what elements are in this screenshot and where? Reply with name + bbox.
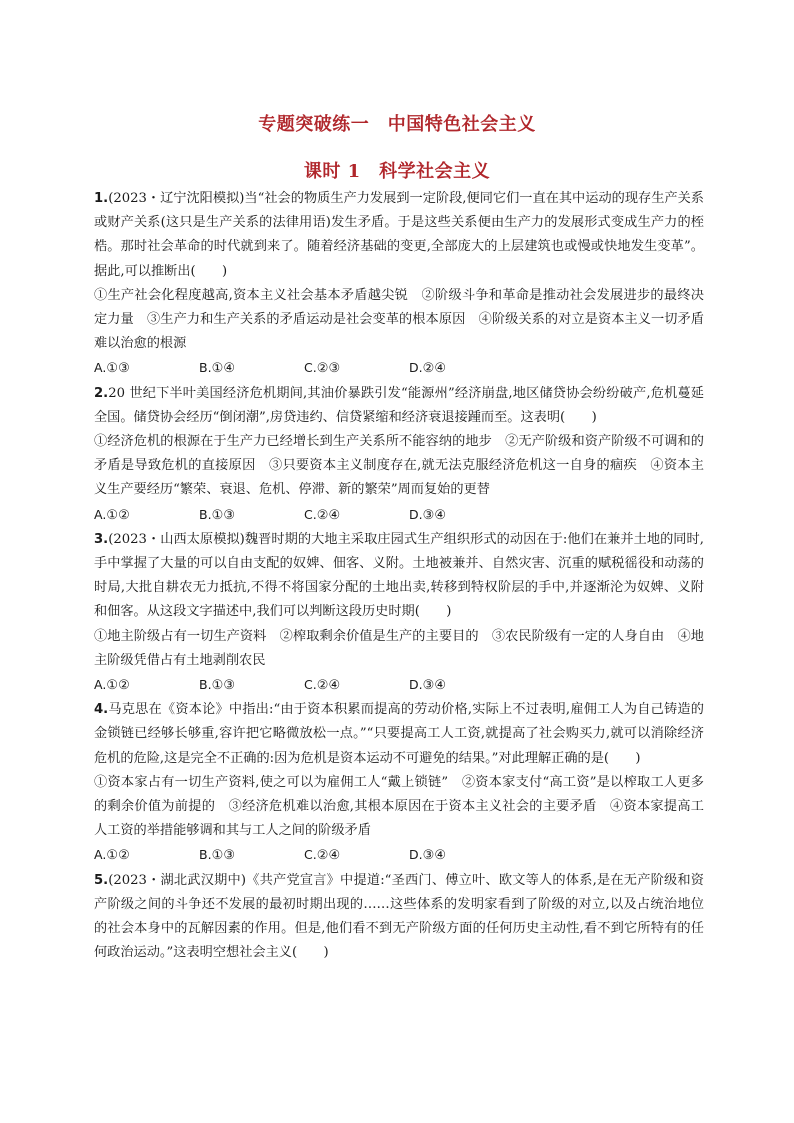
- option-a[interactable]: [94, 843, 199, 868]
- question-stem: [94, 869, 704, 966]
- question-statements: ①资本家占有一切生产资料,使之可以为雇佣工人“戴上锁链” ②资本家支付“高工资”是以榨取工人更多的剩余价值为前提的 ③经济危机难以治愈,其根本原因在于资本主义社会的主要矛盾 ④资本家提高工人工资的举措能够调和其与工人之间的阶级矛盾: [94, 774, 704, 839]
- option-d[interactable]: [409, 673, 514, 698]
- option-b[interactable]: [199, 503, 304, 528]
- option-label: A.: [94, 360, 107, 376]
- question-number: 5.: [94, 872, 109, 888]
- option-label: D.: [409, 847, 423, 863]
- question-5: [94, 869, 704, 966]
- option-text: ①③: [211, 848, 236, 864]
- option-label: D.: [409, 360, 423, 376]
- question-text: 20 世纪下半叶美国经济危机期间,其油价暴跌引发“能源州”经济崩盘,地区储贷协会纷纷破产,危机蔓延全国。储贷协会经历“倒闭潮”,房贷违约、信贷紧缩和经济衰退接踵而至。这表明( ): [94, 385, 704, 425]
- option-text: ①②: [106, 848, 130, 864]
- option-label: C.: [304, 677, 317, 693]
- option-label: B.: [199, 677, 212, 693]
- option-label: C.: [304, 847, 317, 863]
- question-text: (2023・山西太原模拟)魏晋时期的大地主采取庄园式生产组织形式的动因在于:他们在兼并土地的同时,手中掌握了大量的可以自由支配的奴婢、佃客、义附。土地被兼并、自然灾害、沉重的赋税徭役和动荡的时局,大批自耕农无力抵抗,不得不将国家分配的土地出卖,转移到特权阶层的手中,并逐渐沦为奴婢、义附和佃客。从这段文字描述中,我们可以判断这段历史时期( ): [94, 531, 704, 620]
- question-number: 2.: [94, 385, 109, 401]
- question-4: [94, 698, 704, 868]
- option-c[interactable]: [304, 673, 409, 698]
- question-statements: ①经济危机的根源在于生产力已经增长到生产关系所不能容纳的地步 ②无产阶级和资产阶级不可调和的矛盾是导致危机的直接原因 ③只要资本主义制度存在,就无法克服经济危机这一自身的痼疾 ④资本主义生产要经历“繁荣、衰退、危机、停滞、新的繁荣”周而复始的更替: [94, 434, 704, 498]
- answer-options: [94, 843, 704, 868]
- option-d[interactable]: [409, 503, 514, 528]
- option-d[interactable]: [409, 356, 514, 381]
- option-text: ①②: [106, 507, 130, 523]
- answer-options: [94, 673, 704, 698]
- option-a[interactable]: [94, 503, 199, 528]
- option-text: ①②: [106, 678, 130, 694]
- answer-options: [94, 356, 704, 381]
- option-c[interactable]: [304, 843, 409, 868]
- option-label: B.: [199, 506, 212, 522]
- option-text: ②④: [316, 678, 341, 694]
- option-label: A.: [94, 677, 107, 693]
- question-2: [94, 382, 704, 528]
- page-title: 专题突破练一 中国特色社会主义: [258, 114, 536, 135]
- question-number: 4.: [94, 702, 109, 718]
- option-text: ②③: [316, 361, 341, 377]
- option-label: D.: [409, 677, 423, 693]
- option-b[interactable]: [199, 843, 304, 868]
- option-text: ①③: [106, 361, 130, 377]
- question-stem: [94, 187, 704, 284]
- question-text: (2023・湖北武汉期中)《共产党宣言》中提道:“圣西门、傅立叶、欧文等人的体系,是在无产阶级和资产阶级之间的斗争还不发展的最初时期出现的……这些体系的发明家看到了阶级的对立,以及占统治地位的社会本身中的瓦解因素的作用。但是,他们看不到无产阶级方面的任何历史主动性,看不到它所特有的任何政治运动。”这表明空想社会主义( ): [94, 872, 704, 961]
- option-text: ③④: [422, 507, 447, 523]
- option-label: A.: [94, 506, 107, 522]
- answer-options: [94, 503, 704, 528]
- question-statements: ①地主阶级占有一切生产资料 ②榨取剩余价值是生产的主要目的 ③农民阶级有一定的人身自由 ④地主阶级凭借占有土地剥削农民: [94, 628, 704, 668]
- option-text: ②④: [422, 361, 447, 377]
- question-1: [94, 187, 704, 382]
- option-label: C.: [304, 506, 317, 522]
- question-text: 马克思在《资本论》中指出:“由于资本积累而提高的劳动价格,实际上不过表明,雇佣工人为自己铸造的金锁链已经够长够重,容许把它略微放松一点。”“只要提高工人工资,就提高了社会购买力,就可以消除经济危机的危险,这是完全不正确的:因为危机是资本运动不可避免的结果。”对此理解正确的是( ): [94, 702, 704, 766]
- question-list: [94, 187, 704, 966]
- question-stem: [94, 528, 704, 625]
- question-number: 1.: [94, 191, 109, 206]
- option-text: ①④: [211, 361, 236, 377]
- option-label: B.: [199, 847, 212, 863]
- option-label: B.: [199, 360, 212, 376]
- option-a[interactable]: [94, 673, 199, 698]
- option-text: ①③: [211, 678, 236, 694]
- option-text: ②④: [316, 848, 341, 864]
- question-stem: [94, 382, 704, 430]
- question-statements: ①生产社会化程度越高,资本主义社会基本矛盾越尖锐 ②阶级斗争和革命是推动社会发展进步的最终决定力量 ③生产力和生产关系的矛盾运动是社会变革的根本原因 ④阶级关系的对立是资本主义一切矛盾难以治愈的根源: [94, 287, 704, 352]
- option-label: C.: [304, 360, 317, 376]
- option-a[interactable]: [94, 356, 199, 381]
- question-text: (2023・辽宁沈阳模拟)当“社会的物质生产力发展到一定阶段,便同它们一直在其中运动的现存生产关系或财产关系(这只是生产关系的法律用语)发生矛盾。于是这些关系便由生产力的发展形式变成生产力的桎梏。那时社会革命的时代就到来了。随着经济基础的变更,全部庞大的上层建筑也或慢或快地发生变革”。据此,可以推断出( ): [94, 191, 704, 279]
- option-label: D.: [409, 506, 423, 522]
- option-text: ③④: [422, 678, 447, 694]
- question-stem: [94, 698, 704, 771]
- option-text: ③④: [422, 848, 447, 864]
- option-d[interactable]: [409, 843, 514, 868]
- question-number: 3.: [94, 531, 109, 547]
- option-text: ①③: [211, 507, 236, 523]
- option-text: ②④: [316, 507, 341, 523]
- option-b[interactable]: [199, 673, 304, 698]
- lesson-subtitle: 课时 1 科学社会主义: [303, 161, 491, 182]
- option-c[interactable]: [304, 356, 409, 381]
- question-3: [94, 528, 704, 698]
- option-b[interactable]: [199, 356, 304, 381]
- option-c[interactable]: [304, 503, 409, 528]
- option-label: A.: [94, 847, 107, 863]
